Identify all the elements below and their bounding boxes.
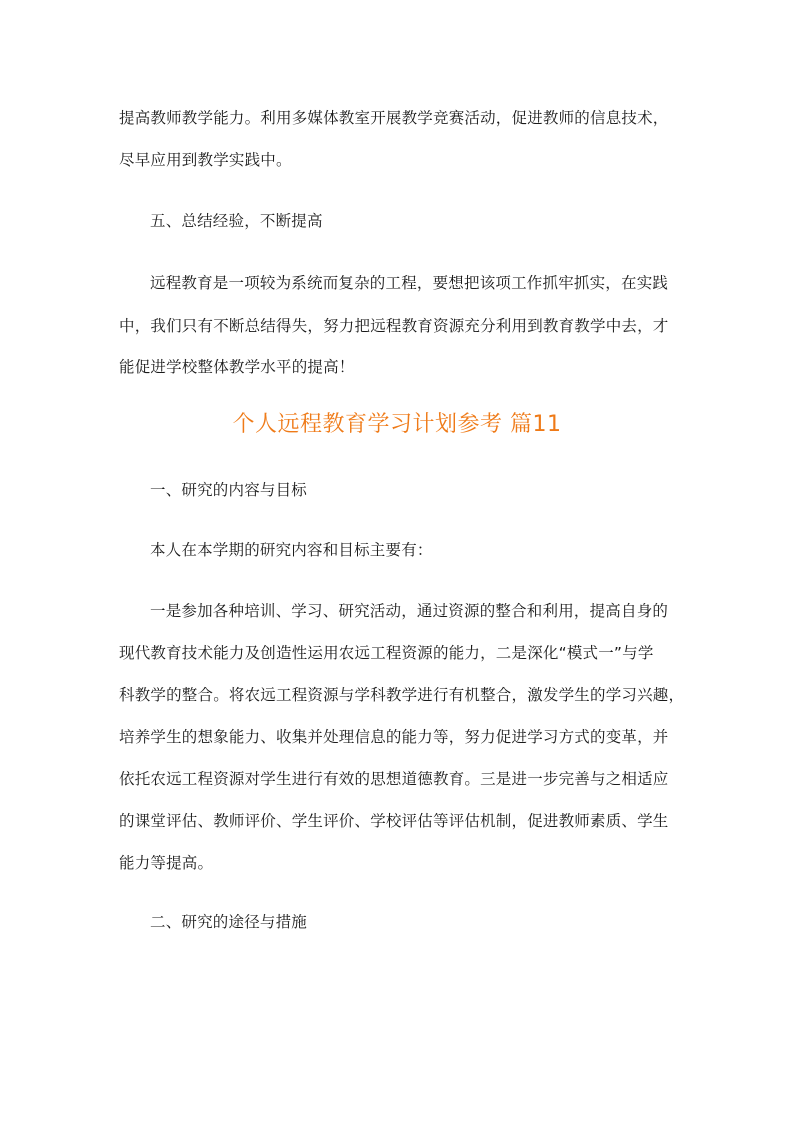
paragraph-line: 中，我们只有不断总结得失，努力把远程教育资源充分利用到教育教学中去，才 [119,317,669,335]
paragraph-line: 能促进学校整体教学水平的提高！ [119,358,355,376]
paragraph-line: 依托农远工程资源对学生进行有效的思想道德教育。三是进一步完善与之相适应 [119,770,669,788]
paragraph-line: 现代教育技术能力及创造性运用农远工程资源的能力，二是深化“模式一”与学 [119,644,654,662]
paragraph-line: 一是参加各种培训、学习、研究活动，通过资源的整合和利用，提高自身的 [150,602,669,620]
paragraph-line: 远程教育是一项较为系统而复杂的工程，要想把该项工作抓牢抓实，在实践 [150,274,669,292]
paragraph-line: 培养学生的想象能力、收集并处理信息的能力等，努力促进学习方式的变革，并 [119,728,669,746]
paragraph-line: 的课堂评估、教师评价、学生评价、学校评估等评估机制，促进教师素质、学生 [119,812,669,830]
section-heading: 个人远程教育学习计划参考 篇11 [232,412,562,437]
section-title-5: 五、总结经验，不断提高 [150,212,323,230]
paragraph-line: 提高教师教学能力。利用多媒体教室开展教学竞赛活动，促进教师的信息技术， [119,109,669,127]
paragraph-line: 科教学的整合。将农远工程资源与学科教学进行有机整合，激发学生的学习兴趣， [119,686,685,704]
section-title-1: 一、研究的内容与目标 [150,481,308,499]
paragraph-line: 能力等提高。 [119,854,214,872]
intro-line: 本人在本学期的研究内容和目标主要有： [150,541,433,559]
section-title-2: 二、研究的途径与措施 [150,913,308,931]
paragraph-line: 尽早应用到教学实践中。 [119,151,292,169]
